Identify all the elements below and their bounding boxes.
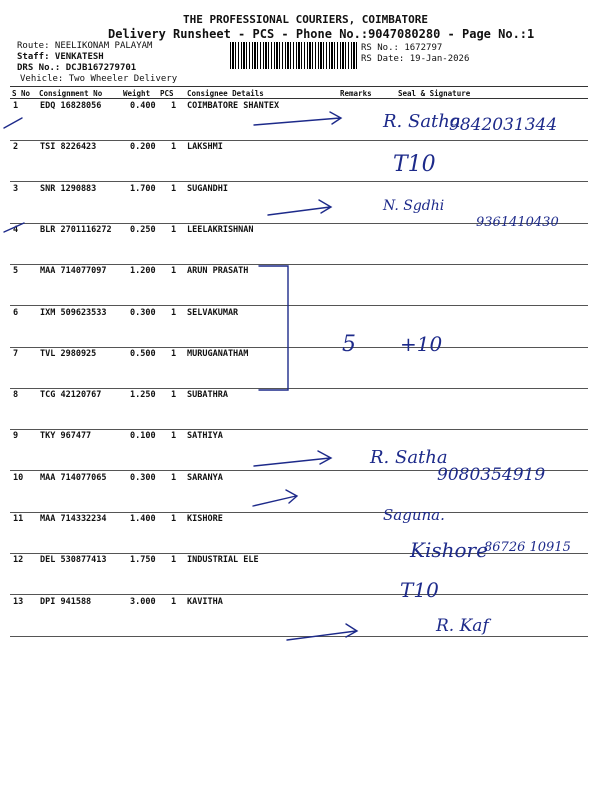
consignment-number: DPI 941588 [40,596,92,607]
arrow-row1 [254,112,341,125]
weight-value: 1.700 [130,183,156,194]
pcs-count: 1 [171,514,177,524]
consignment-number: MAA 714332234 [40,514,107,524]
row-sno: 6 [13,307,19,318]
row-sno: 9 [13,431,19,442]
weight-value: 3.000 [130,596,156,607]
col-sno: S No [12,89,31,98]
row-sno: 1 [13,101,19,111]
row-sno: 10 [13,472,24,483]
weight-value: 1.200 [130,266,156,277]
rs-number: RS No.: 1672797 [361,43,443,53]
pcs-count: 1 [171,472,177,483]
consignment-number: EDQ 16828056 [40,101,102,111]
pcs-count: 1 [171,431,177,442]
staff-text: Staff: VENKATESH [17,52,104,62]
consignee-name: KISHORE [187,514,223,524]
pcs-count: 1 [171,101,177,111]
weight-value: 1.400 [130,514,156,524]
consignee-name: SELVAKUMAR [187,307,239,318]
consignment-number: IXM 509623533 [40,307,107,318]
consignee-name: SUBATHRA [187,390,228,401]
signature-row3: N. Sgdhi [383,198,445,214]
consignment-number: TCG 42120767 [40,390,102,401]
consignment-number: TSI 8226423 [40,142,97,153]
consignee-name: INDUSTRIAL ELE [187,555,259,566]
pcs-count: 1 [171,348,177,359]
consignee-name: SARANYA [187,472,223,483]
consignment-number: DEL 530877413 [40,555,107,566]
col-signature: Seal & Signature [398,89,471,98]
pcs-count: 1 [171,183,177,194]
signature-row13: R. Kaf [436,616,489,636]
weight-value: 1.250 [130,390,156,401]
phone-row3: 9361410430 [476,215,559,230]
consignee-name: MURUGANATHAM [187,348,249,359]
consignment-number: MAA 714077097 [40,266,107,277]
weight-value: 0.200 [130,142,156,153]
pcs-count: 1 [171,266,177,277]
weight-value: 0.250 [130,224,156,235]
consignment-number: SNR 1290883 [40,183,97,194]
row-sno: 2 [13,142,19,153]
pcs-count: 1 [171,307,177,318]
weight-value: 0.500 [130,348,156,359]
consignee-name: LAKSHMI [187,142,223,153]
tick-row1 [4,118,22,128]
signature-row1: R. Satha [383,111,461,132]
signature-row10: Saguna. [383,506,445,524]
consignee-name: SATHIYA [187,431,223,442]
arrow-row13 [287,624,357,640]
note-row2: T10 [393,152,436,177]
col-remarks: Remarks [340,89,372,98]
weight-value: 0.300 [130,472,156,483]
col-pcs: PCS [160,89,174,98]
col-consignment: Consignment No [39,89,103,98]
consignee-name: COIMBATORE SHANTEX [187,101,280,111]
consignment-number: TVL 2980925 [40,348,97,359]
pcs-count: 1 [171,142,177,153]
note-row12: T10 [400,578,439,602]
consignee-name: KAVITHA [187,596,223,607]
drs-number: DRS No.: DCJB167279701 [17,63,137,73]
row-sno: 13 [13,596,24,607]
weight-value: 1.750 [130,555,156,566]
col-weight: Weight [123,89,151,98]
vehicle-text: Vehicle: Two Wheeler Delivery [20,74,178,84]
tick-row3 [4,223,24,232]
weight-value: 0.100 [130,431,156,442]
row-sno: 12 [13,555,24,566]
pcs-count: 1 [171,555,177,566]
pcs-count: 1 [171,596,177,607]
consignee-name: SUGANDHI [187,183,228,194]
company-name: THE PROFESSIONAL COURIERS, COIMBATORE [183,13,429,26]
row-sno: 7 [13,348,19,359]
bracket-rows4-8 [259,266,288,390]
phone-row9: 9080354919 [437,465,546,485]
row-sno: 4 [13,224,19,235]
arrow-row9 [254,451,331,466]
weight-value: 0.300 [130,307,156,318]
row-sno: 3 [13,183,19,194]
row-sno: 5 [13,266,19,277]
consignment-number: MAA 714077065 [40,472,107,483]
consignee-name: LEELAKRISHNAN [187,224,254,235]
row-sno: 8 [13,390,19,401]
phone-row1: 9842031344 [449,115,558,135]
number-row11: 86726 10915 [484,540,571,555]
arrow-row3 [268,200,331,215]
rs-date: RS Date: 19-Jan-2026 [361,54,470,64]
pcs-count: 1 [171,224,177,235]
consignment-number: BLR 2701116272 [40,224,112,235]
consignment-number: TKY 967477 [40,431,92,442]
sheet-title: Delivery Runsheet - PCS - Phone No.:9047080280 - Page No.:1 [108,27,535,41]
signature-row9: R. Satha [370,447,448,468]
pcs-count: 1 [171,390,177,401]
weight-value: 0.400 [130,101,156,111]
consignee-name: ARUN PRASATH [187,266,249,277]
col-consignee: Consignee Details [187,89,264,98]
note-row7: +10 [400,332,443,356]
count-note: 5 [342,332,356,357]
route-text: Route: NEELIKONAM PALAYAM [17,41,153,51]
signature-row11: Kishore [410,538,488,562]
arrow-row10 [253,490,297,506]
row-sno: 11 [13,514,24,524]
